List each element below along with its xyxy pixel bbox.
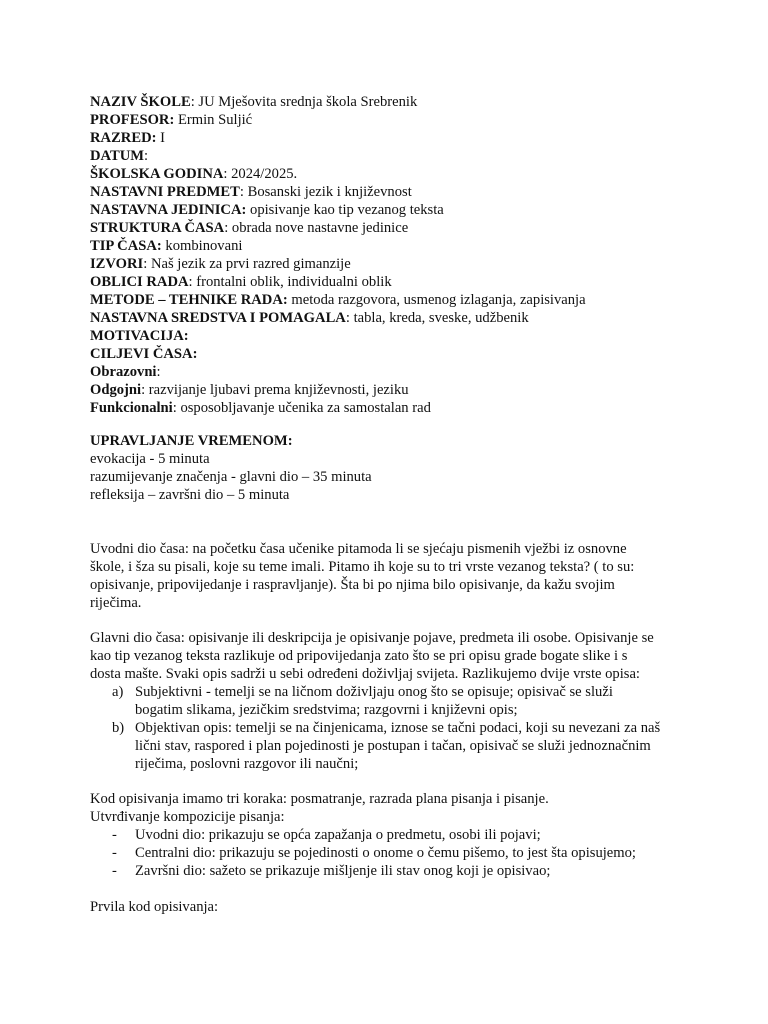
time-line: razumijevanje značenja - glavni dio – 35 minuta (90, 469, 372, 485)
header-row: Odgojni: razvijanje ljubavi prema književnosti, jeziku (90, 382, 409, 398)
header-label: DATUM (90, 148, 145, 164)
rules-title: Prvila kod opisivanja: (90, 899, 219, 915)
header-value: osposobljavanje učenika za samostalan rad (180, 400, 431, 416)
header-label: IZVORI (90, 256, 144, 272)
time-management (90, 432, 690, 504)
paragraph-line: Utvrđivanje kompozicije pisanja: (90, 809, 285, 825)
header-value: Ermin Suljić (177, 112, 253, 128)
header-label: NASTAVNA SREDSTVA I POMAGALA (90, 310, 346, 326)
time-line: evokacija - 5 minuta (90, 451, 210, 467)
header-label: TIP ČASA: (90, 238, 162, 254)
paragraph-line: riječima. (90, 595, 142, 611)
lesson-header (90, 93, 690, 417)
header-label: PROFESOR: (90, 112, 175, 128)
list-item: b) Objektivan opis: temelji se na činjenicama, iznose se tačni podaci, koji su nevezani za naš lični stav, raspored i plan pojedinosti je postupan i tačan, opisivač se služi jednoznačnim riječima, poslovni razgovor ili naučni; (112, 720, 661, 772)
header-label: NASTAVNA JEDINICA: (90, 202, 247, 218)
paragraph-line: Uvodni dio časa: na početku časa učenike pitamoda li se sjećaju pismenih vježbi iz osnovne (90, 541, 627, 557)
header-row (90, 327, 690, 345)
header-value: 2024/2025. (231, 166, 298, 182)
header-value: Bosanski jezik i književnost (247, 184, 412, 200)
header-row: NAZIV ŠKOLE: JU Mješovita srednja škola Srebrenik (90, 94, 418, 110)
paragraph-line: Kod opisivanja imamo tri koraka: posmatranje, razrada plana pisanja i pisanje. (90, 791, 549, 807)
list-item: - Završni dio: sažeto se prikazuje mišljenje ili stav onog koji je opisivao; (112, 863, 551, 879)
header-label: OBLICI RADA (90, 274, 189, 290)
header-label: NAZIV ŠKOLE (90, 94, 191, 110)
header-label: Odgojni (90, 382, 142, 398)
list-item: - Uvodni dio: prikazuju se opća zapažanja o predmetu, osobi ili pojavi; (112, 827, 541, 843)
header-value: Naš jezik za prvi razred gimanzije (150, 256, 351, 272)
list-marker: a) (112, 684, 124, 700)
time-line: refleksija – završni dio – 5 minuta (90, 487, 290, 503)
paragraph-line: kao tip vezanog teksta razlikuje od pripovijedanja zato što se pri opisu grade bogate slike i s (90, 648, 628, 664)
intro-paragraph (90, 540, 690, 612)
header-label: Funkcionalni (90, 400, 173, 416)
header-row: NASTAVNA SREDSTVA I POMAGALA: tabla, kreda, sveske, udžbenik (90, 310, 529, 326)
header-label: Obrazovni (90, 364, 157, 380)
header-row: DATUM: (90, 148, 149, 164)
list-item: a) Subjektivni - temelji se na ličnom doživljaju onog što se opisuje; opisivač se služi bogatim slikama, jezičkim sredstvima; razgovrni i književni opis; (112, 684, 613, 718)
header-row: Obrazovni: (90, 364, 161, 380)
header-value: kombinovani (165, 238, 243, 254)
steps-paragraph (90, 790, 690, 826)
header-row: ŠKOLSKA GODINA: 2024/2025. (90, 166, 298, 182)
list-item: - Centralni dio: prikazuju se pojedinosti o onome o čemu pišemo, to jest šta opisujemo; (112, 845, 636, 861)
main-paragraph (90, 629, 690, 683)
bullet-dash: - (112, 827, 117, 843)
header-label: CILJEVI ČASA: (90, 346, 198, 362)
header-row (90, 345, 690, 363)
paragraph-line: škole, i šza su pisali, koje su teme imali. Pitamo ih koje su to tri vrste vezanog teksta? ( to su: (90, 559, 635, 575)
header-row: STRUKTURA ČASA: obrada nove nastavne jedinice (90, 220, 409, 236)
header-label: RAZRED: (90, 130, 157, 146)
header-row (90, 129, 690, 147)
header-row (90, 201, 690, 219)
header-row: Funkcionalni: osposobljavanje učenika za samostalan rad (90, 400, 431, 416)
composition-list (90, 826, 690, 880)
header-value: metoda razgovora, usmenog izlaganja, zapisivanja (291, 292, 586, 308)
header-value: I (160, 130, 166, 146)
header-label: ŠKOLSKA GODINA (90, 166, 224, 182)
header-label: STRUKTURA ČASA (90, 220, 225, 236)
header-row (90, 111, 690, 129)
header-row (90, 291, 690, 309)
header-row: NASTAVNI PREDMET: Bosanski jezik i književnost (90, 184, 412, 200)
bullet-dash: - (112, 863, 117, 879)
paragraph-line: Glavni dio časa: opisivanje ili deskripcija je opisivanje pojave, predmeta ili osobe. Opisivanje se (90, 630, 654, 646)
header-row (90, 237, 690, 255)
header-value: JU Mješovita srednja škola Srebrenik (198, 94, 418, 110)
header-label: MOTIVACIJA: (90, 328, 189, 344)
header-row: IZVORI: Naš jezik za prvi razred gimanzije (90, 256, 351, 272)
header-value: obrada nove nastavne jedinice (231, 220, 409, 236)
time-management-title: UPRAVLJANJE VREMENOM: (90, 433, 293, 449)
header-value: frontalni oblik, individualni oblik (196, 274, 392, 290)
description-types-list (90, 683, 690, 773)
header-label: METODE – TEHNIKE RADA: (90, 292, 288, 308)
header-value: razvijanje ljubavi prema književnosti, jeziku (148, 382, 409, 398)
header-value: tabla, kreda, sveske, udžbenik (353, 310, 529, 326)
rules-section (90, 898, 690, 916)
header-label: NASTAVNI PREDMET (90, 184, 240, 200)
paragraph-line: opisivanje, pripovijedanje i raspravljanje). Šta bi po njima bilo opisivanje, da kažu svojim (90, 577, 615, 593)
header-row: OBLICI RADA: frontalni oblik, individualni oblik (90, 274, 392, 290)
header-value: opisivanje kao tip vezanog teksta (250, 202, 444, 218)
list-marker: b) (112, 720, 125, 736)
paragraph-line: dosta mašte. Svaki opis sadrži u sebi određeni doživljaj svijeta. Razlikujemo dvije vrste opisa: (90, 666, 640, 682)
bullet-dash: - (112, 845, 117, 861)
